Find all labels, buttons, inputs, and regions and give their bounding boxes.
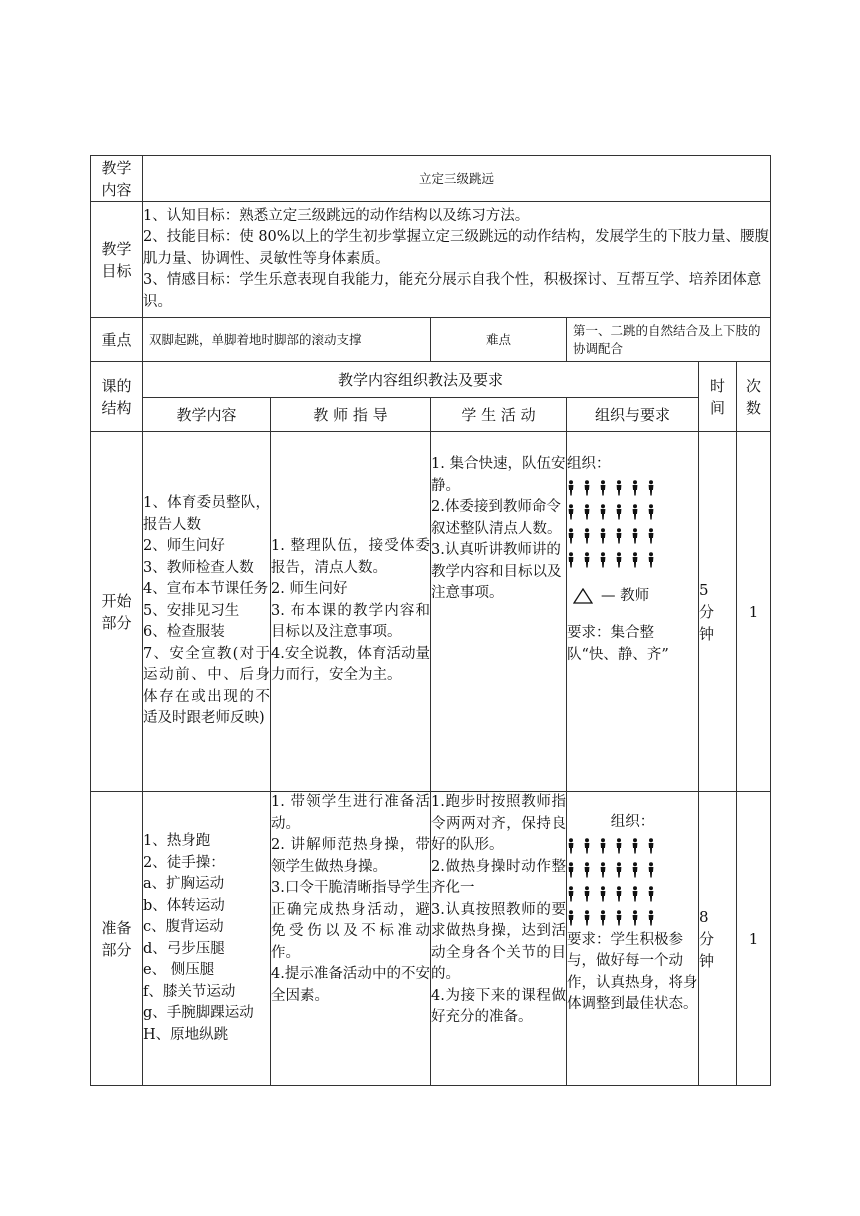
person-icon <box>615 528 623 544</box>
start-formation <box>567 476 698 572</box>
goals-row <box>91 202 771 318</box>
person-icon <box>647 504 655 520</box>
formation-row <box>567 906 698 930</box>
warmup-section-row <box>91 792 771 1086</box>
person-icon <box>631 528 639 544</box>
person-icon <box>615 504 623 520</box>
formation-row <box>567 524 698 548</box>
col-teacher-header: 教 师 指 导 <box>271 398 431 432</box>
person-icon <box>599 838 607 854</box>
header-row-bottom <box>91 398 771 432</box>
person-icon <box>567 862 575 878</box>
person-icon <box>647 528 655 544</box>
warmup-teacher: 1. 带领学生进行准备活动。 2. 讲解师范热身操，带领学生做热身操。 3.口令干脆清晰指导学生正确完成热身活动，避免受伤以及不标准动作。 4.提示准备活动中的不安全因素。 <box>271 792 431 1086</box>
person-icon <box>647 552 655 568</box>
group-title: 教学内容组织教法及要求 <box>143 362 699 398</box>
structure-header-text: 课的结构 <box>101 376 132 417</box>
person-icon <box>583 886 591 902</box>
lesson-plan-table <box>90 155 771 1086</box>
person-icon <box>583 838 591 854</box>
person-icon <box>567 910 575 926</box>
warmup-section-label-text: 准备部分 <box>101 918 132 959</box>
warmup-formation <box>567 834 698 930</box>
start-teacher-position <box>573 586 698 608</box>
person-icon <box>567 886 575 902</box>
person-icon <box>583 862 591 878</box>
warmup-organization <box>567 792 699 1086</box>
key-value: 双脚起跳，单脚着地时脚部的滚动支撑 <box>143 318 431 362</box>
start-org-require: 要求：集合整队“快、静、齐” <box>567 625 669 663</box>
person-icon <box>631 480 639 496</box>
person-icon <box>599 552 607 568</box>
formation-row <box>567 476 698 500</box>
start-section-label-text: 开始部分 <box>101 591 132 632</box>
person-icon <box>599 504 607 520</box>
time-header <box>699 362 737 432</box>
start-teacher-mark: — 教师 <box>601 587 650 604</box>
formation-row <box>567 882 698 906</box>
count-header-text: 次数 <box>745 376 761 417</box>
person-icon <box>567 480 575 496</box>
person-icon <box>583 480 591 496</box>
person-icon <box>631 838 639 854</box>
col-student-header: 学 生 活 动 <box>431 398 567 432</box>
person-icon <box>567 528 575 544</box>
structure-header <box>91 362 143 432</box>
content-label <box>91 156 143 202</box>
warmup-time: 8 分 钟 <box>699 792 737 1086</box>
person-icon <box>583 528 591 544</box>
person-icon <box>583 552 591 568</box>
person-icon <box>615 838 623 854</box>
content-row <box>91 156 771 202</box>
goal-line-2: 2、技能目标：使 80%以上的学生初步掌握立定三级跳远的动作结构，发展学生的下肢力量、腰腹肌力量、协调性、灵敏性等身体素质。 <box>143 229 770 267</box>
count-header <box>737 362 771 432</box>
person-icon <box>615 910 623 926</box>
person-icon <box>567 504 575 520</box>
start-student: 1. 集合快速，队伍安静。 2.体委接到教师命令叙述整队清点人数。 3.认真听讲教师讲的教学内容和目标以及注意事项。 <box>431 432 567 792</box>
content-label-text: 教学内容 <box>101 158 132 199</box>
person-icon <box>583 910 591 926</box>
difficulty-label-text: 难点 <box>485 331 511 347</box>
person-icon <box>647 838 655 854</box>
formation-row <box>567 500 698 524</box>
person-icon <box>583 504 591 520</box>
person-icon <box>631 886 639 902</box>
key-row <box>91 318 771 362</box>
person-icon <box>631 552 639 568</box>
person-icon <box>599 862 607 878</box>
key-label: 重点 <box>91 318 143 362</box>
warmup-section-label <box>91 792 143 1086</box>
person-icon <box>615 552 623 568</box>
start-count: 1 <box>737 432 771 792</box>
formation-row <box>567 834 698 858</box>
start-section-label <box>91 432 143 792</box>
header-row-top <box>91 362 771 398</box>
person-icon <box>599 910 607 926</box>
content-value: 立定三级跳远 <box>143 156 771 202</box>
formation-row <box>567 548 698 572</box>
formation-row <box>567 858 698 882</box>
warmup-student: 1.跑步时按照教师指令两两对齐，保持良好的队形。 2.做热身操时动作整齐化一 3.认真按照教师的要求做热身操，达到活动全身各个关节的目的。 4.为接下来的课程做好充分的准备。 <box>431 792 567 1086</box>
warmup-content: 1、热身跑 2、徒手操： a、扩胸运动 b、体转运动 c、腹背运动 d、弓步压腿 e、 侧压腿 f、膝关节运动 g、手腕脚踝运动 H、原地纵跳 <box>143 792 271 1086</box>
col-org-header: 组织与要求 <box>567 398 699 432</box>
person-icon <box>647 910 655 926</box>
difficulty-label <box>431 318 567 362</box>
goal-line-3: 3、情感目标：学生乐意表现自我能力，能充分展示自我个性，积极探讨、互帮互学、培养团体意识。 <box>143 272 762 310</box>
warmup-count: 1 <box>737 792 771 1086</box>
goals-value <box>143 202 771 318</box>
person-icon <box>631 910 639 926</box>
goals-label-text: 教学目标 <box>101 239 132 280</box>
person-icon <box>599 528 607 544</box>
start-teacher: 1. 整理队伍，接受体委报告，清点人数。 2. 师生问好 3. 布本课的教学内容和目标以及注意事项。 4.安全说教，体育活动量力而行，安全为主。 <box>271 432 431 792</box>
start-time: 5 分 钟 <box>699 432 737 792</box>
difficulty-value: 第一、二跳的自然结合及上下肢的协调配合 <box>567 318 771 362</box>
person-icon <box>631 504 639 520</box>
triangle-icon <box>573 588 593 604</box>
person-icon <box>631 862 639 878</box>
warmup-org-require: 要求：学生积极参与，做好每一个动作，认真热身，将身体调整到最佳状态。 <box>567 931 698 1012</box>
person-icon <box>615 886 623 902</box>
start-organization <box>567 432 699 792</box>
person-icon <box>647 480 655 496</box>
start-section-row <box>91 432 771 792</box>
person-icon <box>567 838 575 854</box>
person-icon <box>647 886 655 902</box>
col-content-header: 教学内容 <box>143 398 271 432</box>
goal-line-1: 1、认知目标：熟悉立定三级跳远的动作结构以及练习方法。 <box>143 207 530 224</box>
warmup-org-title: 组织： <box>610 814 655 830</box>
start-content: 1、体育委员整队，报告人数 2、师生问好 3、教师检查人数 4、宣布本节课任务 5、安排见习生 6、检查服装 7、安全宣教(对于运动前、中、后身体存在或出现的不适及时跟老师反映) <box>143 432 271 792</box>
goals-label <box>91 202 143 318</box>
person-icon <box>599 886 607 902</box>
person-icon <box>615 480 623 496</box>
person-icon <box>567 552 575 568</box>
start-org-title: 组织： <box>567 456 611 472</box>
person-icon <box>615 862 623 878</box>
time-header-text: 时间 <box>709 376 725 417</box>
person-icon <box>647 862 655 878</box>
person-icon <box>599 480 607 496</box>
